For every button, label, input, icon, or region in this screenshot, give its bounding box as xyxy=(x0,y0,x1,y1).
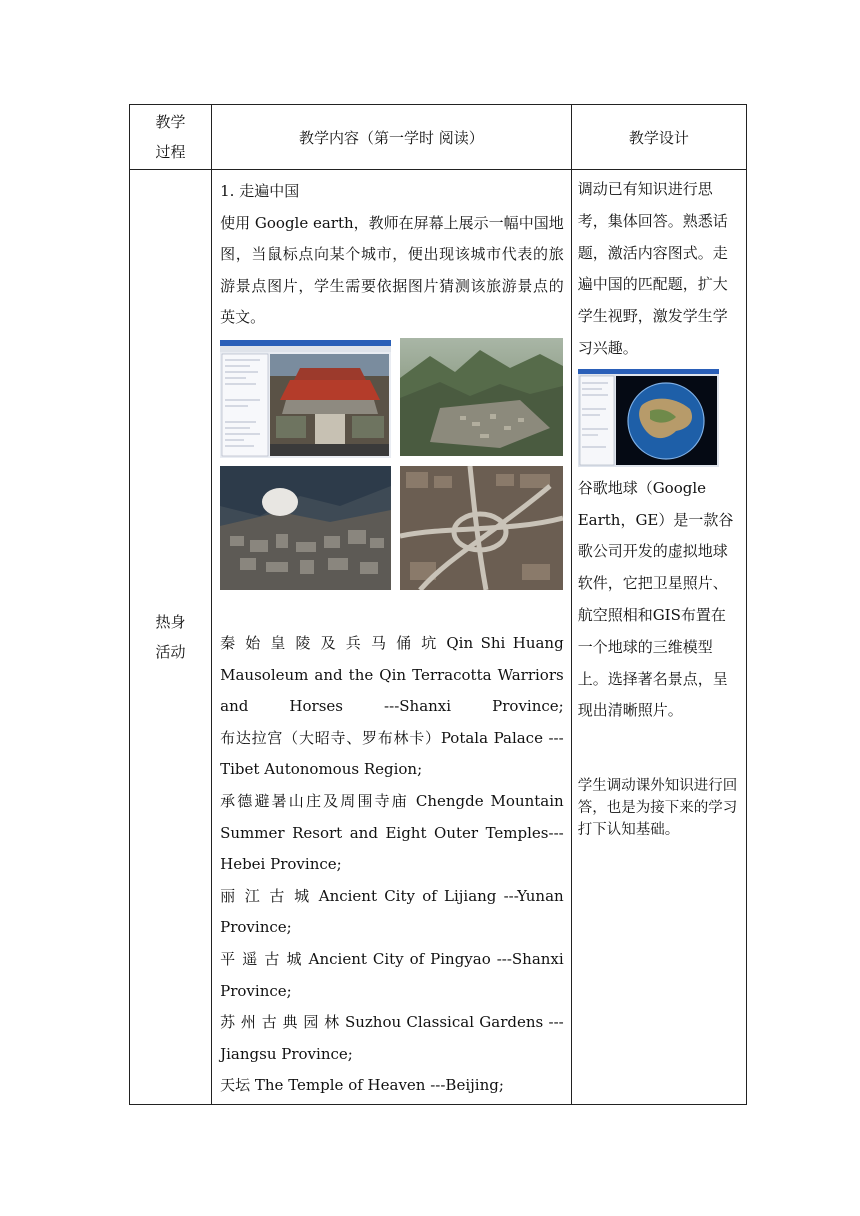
stage-cell xyxy=(130,170,212,1105)
coastal-city-aerial-image xyxy=(220,466,391,590)
stage-line2: 活动 xyxy=(155,643,186,661)
warmup-row xyxy=(130,170,747,1105)
header-process xyxy=(130,105,212,170)
site-item: 丽 江 古 城 Ancient City of Lijiang ---Yunan Province; xyxy=(220,886,564,937)
header-process-line2: 过程 xyxy=(155,143,186,161)
site-item: 平 遥 古 城 Ancient City of Pingyao ---Shanxi Province; xyxy=(220,949,564,1000)
table-header-row xyxy=(130,105,747,170)
header-design: 教学设计 xyxy=(571,105,746,170)
lesson-plan-table xyxy=(129,104,747,1105)
site-item: 苏 州 古 典 园 林 Suzhou Classical Gardens ---Jiangsu Province; xyxy=(220,1013,564,1063)
header-process-line1: 教学 xyxy=(155,113,186,131)
header-content: 教学内容（第一学时 阅读） xyxy=(212,105,572,170)
content-heading: 1. 走遍中国 xyxy=(220,182,300,200)
screenshot-grid xyxy=(220,338,564,608)
google-earth-globe-image xyxy=(578,369,719,467)
content-intro: 使用 Google earth，教师在屏幕上展示一幅中国地图，当鼠标点向某个城市，便出现该城市代表的旅游景点图片，学生需要依据图片猜测该旅游景点的英文。 xyxy=(220,213,564,327)
google-earth-forbidden-city-image xyxy=(220,340,391,458)
site-item: 承德避暑山庄及周围寺庙 Chengde Mountain Summer Resort and Eight Outer Temples---Hebei Province; xyxy=(220,791,564,874)
site-item: 秦 始 皇 陵 及 兵 马 俑 坑 Qin Shi Huang Mausoleum and the Qin Terracotta Warriors and Horses ---Shanxi Province; xyxy=(220,633,564,716)
highway-interchange-aerial-image xyxy=(400,466,563,590)
design-paragraph-1: 调动已有知识进行思考，集体回答。熟悉话题，激活内容图式。走遍中国的匹配题，扩大学生视野，激发学生学习兴趣。 xyxy=(577,180,728,357)
content-cell xyxy=(212,170,572,1105)
stage-line1: 热身 xyxy=(155,613,186,631)
design-paragraph-3: 学生调动课外知识进行回答，也是为接下来的学习打下认知基础。 xyxy=(577,778,738,839)
design-paragraph-2: 谷歌地球（Google Earth，GE）是一款谷歌公司开发的虚拟地球软件，它把卫星照片、航空照相和GIS布置在一个地球的三维模型上。选择著名景点，呈现出清晰照片。 xyxy=(577,478,734,720)
design-cell xyxy=(571,170,746,1105)
mountain-terrain-aerial-image xyxy=(400,338,563,456)
site-item: 布达拉宫（大昭寺、罗布林卡）Potala Palace ---Tibet Autonomous Region; xyxy=(220,728,564,779)
site-item: 天坛 The Temple of Heaven ---Beijing; xyxy=(220,1076,504,1095)
